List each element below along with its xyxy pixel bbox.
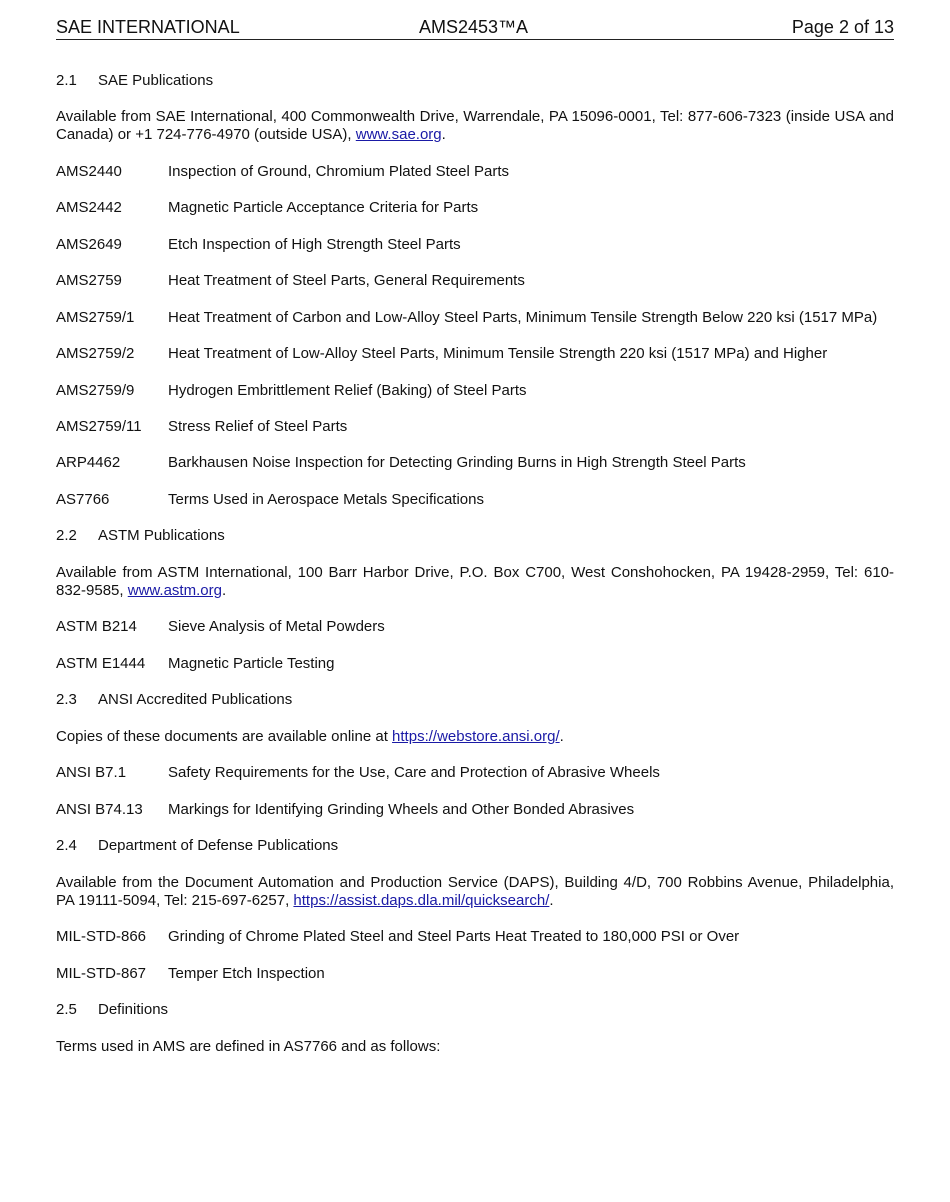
reference-id: AMS2759	[56, 272, 122, 289]
reference-title: Magnetic Particle Testing	[168, 655, 335, 672]
assist-quicksearch-link[interactable]: https://assist.daps.dla.mil/quicksearch/	[293, 892, 550, 909]
reference-id: MIL-STD-867	[56, 965, 147, 982]
reference-title: Etch Inspection of High Strength Steel Parts	[168, 236, 461, 253]
reference-title: Safety Requirements for the Use, Care and Protection of Abrasive Wheels	[168, 764, 660, 781]
page-header	[56, 17, 894, 40]
astm-website-link[interactable]: www.astm.org	[127, 582, 222, 599]
reference-title: Sieve Analysis of Metal Powders	[168, 618, 385, 635]
paragraph-end: .	[221, 582, 227, 599]
paragraph-text: Copies of these documents are available online at	[56, 728, 393, 745]
astm-availability-paragraph	[56, 564, 894, 600]
section-heading-2-4	[56, 837, 894, 854]
section-title: Definitions	[98, 1001, 169, 1018]
paragraph-text: Terms used in AMS are defined in AS7766 and as follows:	[56, 1038, 441, 1055]
reference-title: Stress Relief of Steel Parts	[168, 418, 348, 435]
section-number: 2.4	[56, 837, 77, 854]
reference-id: AMS2759/2	[56, 345, 135, 362]
section-number: 2.3	[56, 691, 77, 708]
definitions-intro	[56, 1038, 894, 1055]
paragraph-text: Available from ASTM International, 100 Barr Harbor Drive, P.O. Box C700, West Conshohocken, PA 19428-2959, Tel: 610-832-9585,	[56, 564, 894, 599]
section-title: ASTM Publications	[98, 527, 225, 544]
reference-id: ARP4462	[56, 454, 121, 471]
paragraph-end: .	[549, 892, 554, 909]
reference-title: Barkhausen Noise Inspection for Detecting Grinding Burns in High Strength Steel Parts	[168, 454, 746, 471]
section-title: ANSI Accredited Publications	[98, 691, 293, 708]
reference-title: Heat Treatment of Carbon and Low-Alloy Steel Parts, Minimum Tensile Strength Below 220 ksi (1517 MPa)	[168, 309, 878, 326]
section-number: 2.5	[56, 1001, 77, 1018]
document-number: AMS2453™A	[419, 17, 529, 37]
ansi-availability-paragraph	[56, 728, 894, 745]
reference-title: Markings for Identifying Grinding Wheels and Other Bonded Abrasives	[168, 801, 635, 818]
reference-id: AMS2649	[56, 236, 122, 253]
reference-title: Magnetic Particle Acceptance Criteria for Parts	[168, 199, 479, 216]
reference-id: AMS2759/1	[56, 309, 135, 326]
reference-id: AMS2442	[56, 199, 122, 216]
reference-title: Heat Treatment of Low-Alloy Steel Parts, Minimum Tensile Strength 220 ksi (1517 MPa) and Higher	[168, 345, 828, 362]
reference-id: ASTM B214	[56, 618, 137, 635]
reference-id: ASTM E1444	[56, 655, 146, 672]
section-number: 2.1	[56, 72, 77, 89]
section-title: Department of Defense Publications	[98, 837, 339, 854]
reference-title: Inspection of Ground, Chromium Plated Steel Parts	[168, 163, 510, 180]
section-heading-2-3	[56, 691, 894, 708]
reference-id: MIL-STD-866	[56, 928, 147, 945]
reference-id: AMS2759/11	[56, 418, 142, 435]
ansi-webstore-link[interactable]: https://webstore.ansi.org/	[392, 728, 560, 745]
section-number: 2.2	[56, 527, 77, 544]
sae-website-link[interactable]: www.sae.org	[355, 126, 442, 143]
reference-title: Grinding of Chrome Plated Steel and Steel Parts Heat Treated to 180,000 PSI or Over	[168, 928, 740, 945]
section-heading-2-5	[56, 1001, 894, 1018]
paragraph-end: .	[559, 728, 564, 745]
section-heading-2-2	[56, 527, 894, 544]
paragraph-text: Available from the Document Automation and Production Service (DAPS), Building 4/D, 700 Robbins Avenue, Philadelphia, PA 19111-5094, Tel: 215-697-6257,	[56, 874, 894, 909]
reference-title: Hydrogen Embrittlement Relief (Baking) of Steel Parts	[168, 382, 527, 399]
page-number: Page 2 of 13	[791, 17, 894, 37]
reference-title: Temper Etch Inspection	[168, 965, 325, 982]
paragraph-end: .	[441, 126, 446, 143]
reference-title: Heat Treatment of Steel Parts, General Requirements	[168, 272, 525, 289]
dod-availability-paragraph	[56, 874, 894, 910]
section-title: SAE Publications	[98, 72, 214, 89]
reference-id: AMS2759/9	[56, 382, 135, 399]
reference-title: Terms Used in Aerospace Metals Specifications	[168, 491, 484, 508]
reference-id: AS7766	[56, 491, 110, 508]
publisher-name: SAE INTERNATIONAL	[56, 17, 240, 37]
reference-id: ANSI B7.1	[56, 764, 127, 781]
sae-availability-paragraph	[56, 108, 894, 144]
reference-id: AMS2440	[56, 163, 122, 180]
section-heading-2-1	[56, 72, 894, 89]
paragraph-text: Available from SAE International, 400 Commonwealth Drive, Warrendale, PA 15096-0001, Tel: 877-606-7323 (inside USA and Canada) or +1 724-776-4970 (outside USA),	[56, 108, 894, 143]
reference-id: ANSI B74.13	[56, 801, 143, 818]
